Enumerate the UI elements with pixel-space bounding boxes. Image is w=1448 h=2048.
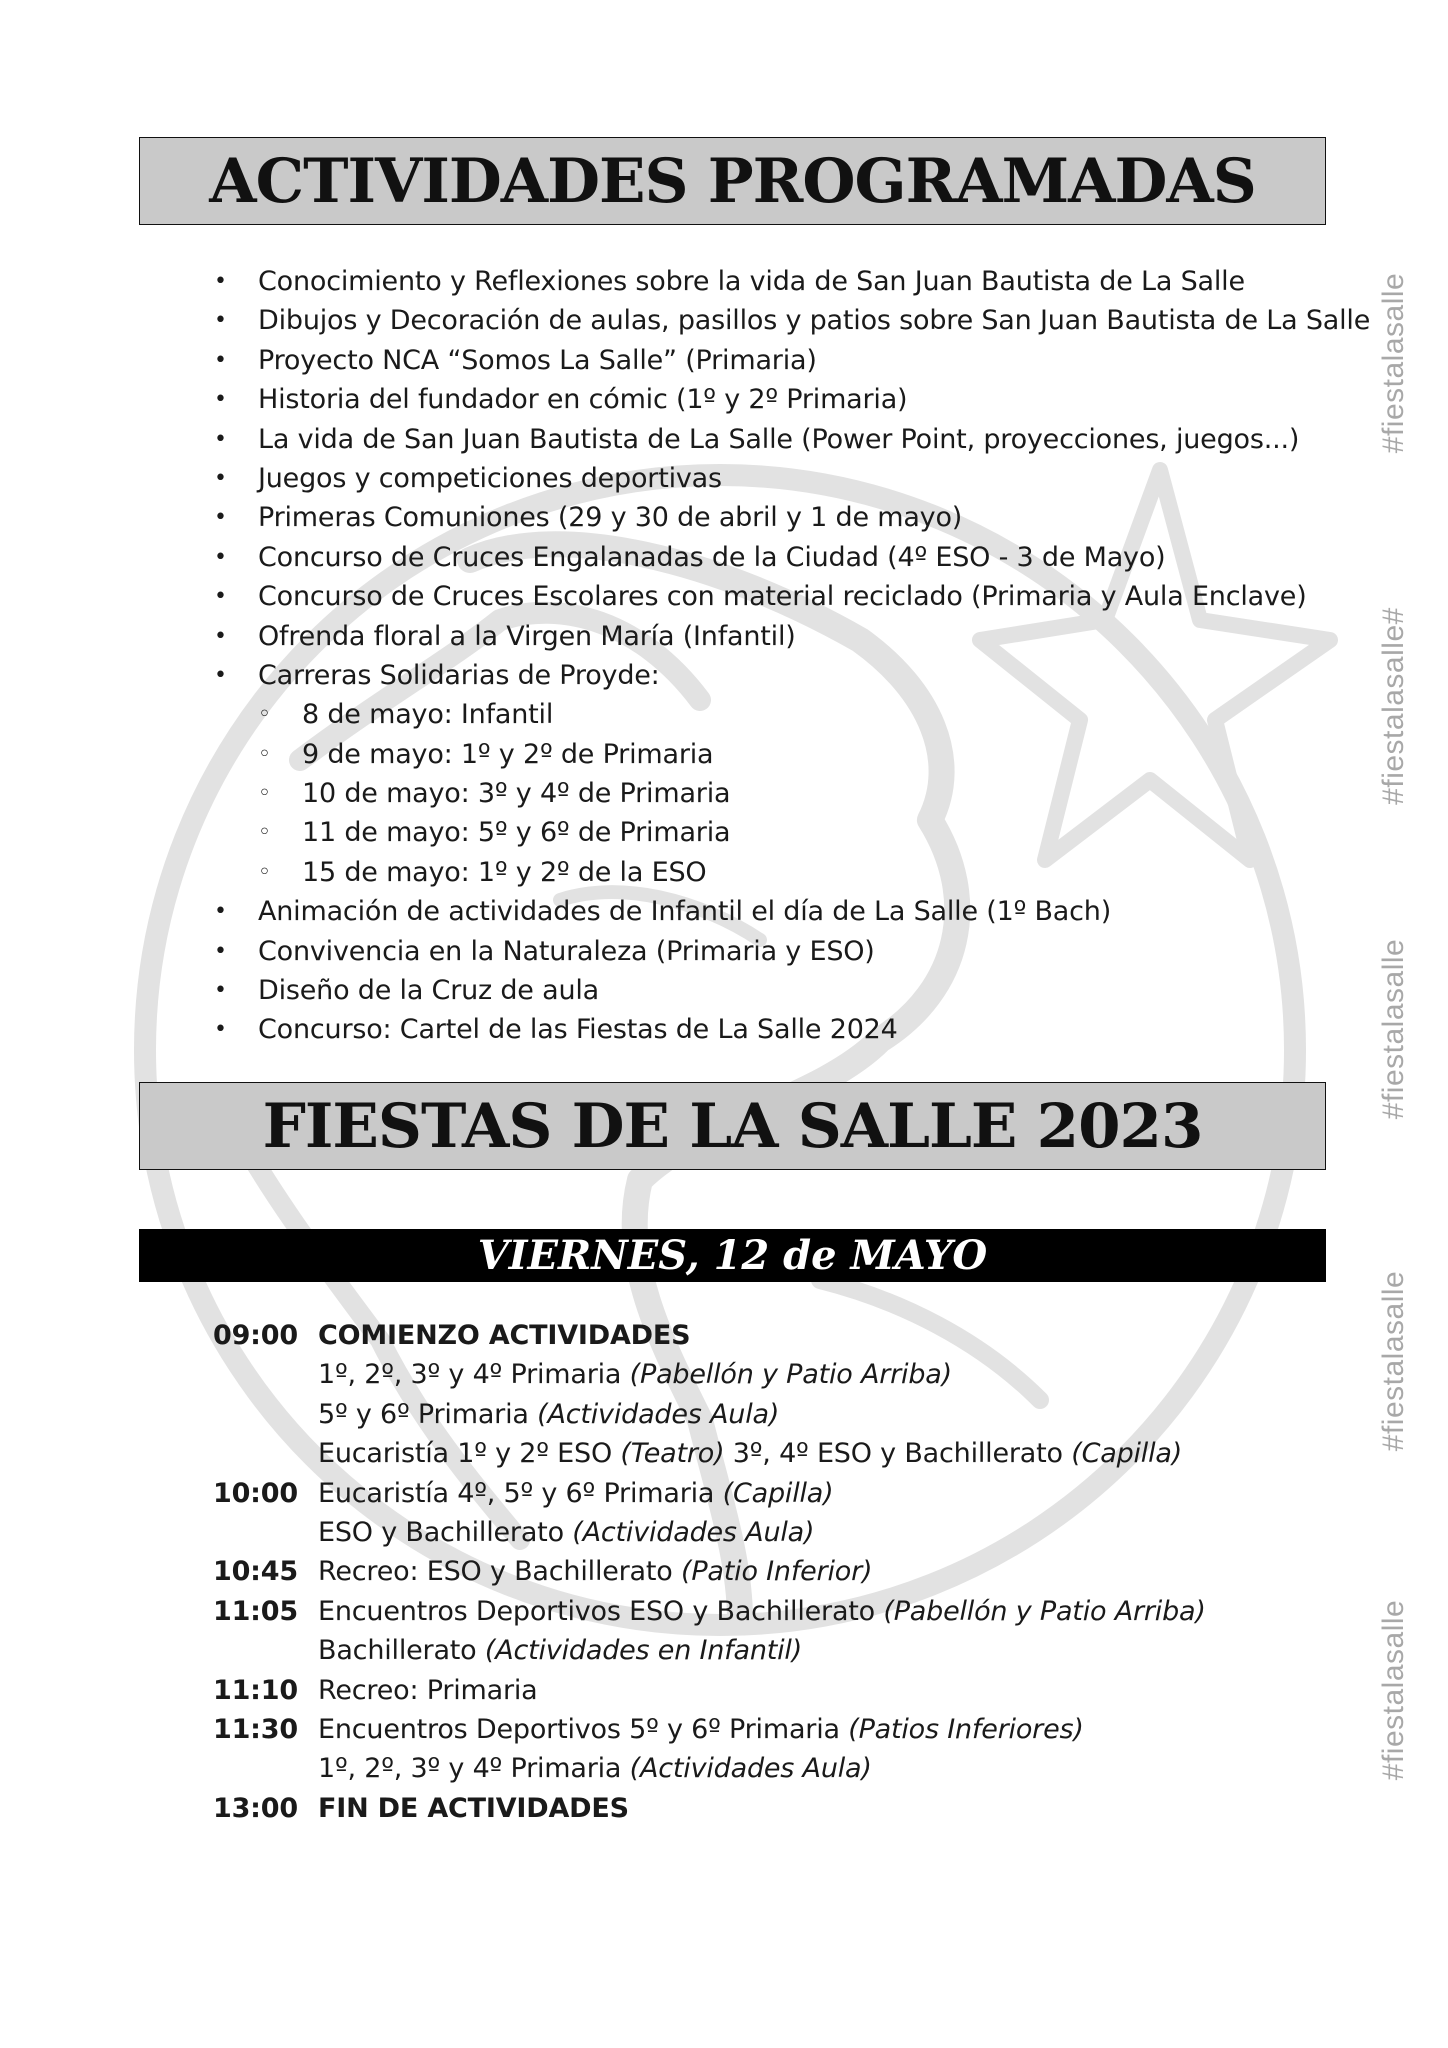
schedule-description — [318, 1355, 952, 1394]
side-hashtag: #fiestalasalle — [1377, 1270, 1410, 1452]
schedule-text: 1º, 2º, 3º y 4º Primaria — [318, 1359, 630, 1391]
schedule-text: Eucaristía 1º y 2º ESO — [318, 1438, 621, 1470]
schedule-location: (Capilla) — [1071, 1438, 1183, 1470]
schedule-time: 09:00 — [213, 1320, 298, 1351]
schedule-location: (Actividades Aula) — [572, 1516, 815, 1548]
schedule-row — [213, 1395, 1206, 1434]
schedule-description — [318, 1552, 872, 1591]
side-hashtag: #fiestalasalle# — [1377, 607, 1410, 805]
schedule-time: 10:45 — [213, 1556, 298, 1588]
schedule-description — [318, 1316, 690, 1355]
list-item: • Concurso de Cruces Engalanadas de la Ciudad (4º ESO - 3 de Mayo) — [0, 538, 1370, 577]
schedule-time: 11:30 — [213, 1713, 298, 1745]
schedule-text: Recreo: Primaria — [318, 1674, 538, 1706]
schedule-row — [213, 1789, 1206, 1828]
section-title-box — [139, 1082, 1326, 1170]
schedule-text: Encuentros Deportivos 5º y 6º Primaria — [318, 1713, 849, 1745]
schedule-description — [318, 1789, 629, 1828]
activities-list — [0, 262, 1370, 1050]
day-header-bar — [139, 1229, 1326, 1282]
schedule-row — [213, 1355, 1206, 1394]
schedule-text: Bachillerato — [318, 1635, 485, 1667]
schedule-location: (Capilla) — [722, 1477, 834, 1509]
section-title: ACTIVIDADES PROGRAMADAS — [209, 145, 1256, 217]
schedule-location: (Teatro) — [620, 1438, 725, 1470]
schedule-row — [213, 1513, 1206, 1552]
list-item: • Ofrenda floral a la Virgen María (Infantil) — [0, 617, 1370, 656]
schedule-location: (Patios Inferiores) — [848, 1713, 1084, 1745]
side-hashtag: #fiestalasalle — [1377, 938, 1410, 1120]
list-item: • Juegos y competiciones deportivas — [0, 459, 1370, 498]
list-item: • Dibujos y Decoración de aulas, pasillos y patios sobre San Juan Bautista de La Salle — [0, 301, 1370, 340]
schedule-description — [318, 1671, 538, 1710]
schedule-time: 11:05 — [213, 1595, 298, 1627]
list-item: • La vida de San Juan Bautista de La Salle (Power Point, proyecciones, juegos...) — [0, 420, 1370, 459]
schedule-row — [213, 1474, 1206, 1513]
schedule-text: 3º, 4º ESO y Bachillerato — [724, 1438, 1072, 1470]
schedule-time — [213, 1631, 318, 1670]
schedule-description — [318, 1395, 779, 1434]
schedule-description — [318, 1749, 872, 1788]
schedule-description — [318, 1513, 814, 1552]
sub-list-item: ◦ 15 de mayo: 1º y 2º de la ESO — [0, 853, 1370, 892]
schedule-time — [213, 1749, 318, 1788]
schedule-time: 13:00 — [213, 1792, 298, 1824]
sub-list-item: ◦ 9 de mayo: 1º y 2º de Primaria — [0, 735, 1370, 774]
day-header: VIERNES, 12 de MAYO — [477, 1232, 988, 1279]
schedule-time — [213, 1395, 318, 1434]
schedule-location: (Pabellón y Patio Arriba) — [629, 1359, 952, 1391]
schedule-location: (Patio Inferior) — [681, 1556, 873, 1588]
list-item: • Animación de actividades de Infantil el día de La Salle (1º Bach) — [0, 892, 1370, 931]
schedule-text: Encuentros Deportivos ESO y Bachillerato — [318, 1595, 884, 1627]
schedule-row — [213, 1434, 1206, 1473]
section-title-box — [139, 137, 1326, 225]
schedule-text: Recreo: ESO y Bachillerato — [318, 1556, 681, 1588]
schedule-text: Eucaristía 4º, 5º y 6º Primaria — [318, 1477, 723, 1509]
schedule-row — [213, 1592, 1206, 1631]
schedule-text: 1º, 2º, 3º y 4º Primaria — [318, 1753, 630, 1785]
schedule-description — [318, 1474, 833, 1513]
schedule-row — [213, 1552, 1206, 1591]
sub-list-item: ◦ 8 de mayo: Infantil — [0, 695, 1370, 734]
side-hashtag: #fiestalasalle — [1377, 1599, 1410, 1781]
schedule-description — [318, 1592, 1206, 1631]
schedule-text: COMIENZO ACTIVIDADES — [318, 1320, 691, 1351]
schedule-time — [213, 1355, 318, 1394]
schedule-location: (Actividades en Infantil) — [484, 1635, 803, 1667]
schedule-text: FIN DE ACTIVIDADES — [318, 1792, 629, 1824]
schedule-location: (Pabellón y Patio Arriba) — [883, 1595, 1206, 1627]
schedule-row — [213, 1631, 1206, 1670]
schedule-time — [213, 1513, 318, 1552]
schedule-time — [213, 1434, 318, 1473]
list-item: • Historia del fundador en cómic (1º y 2º Primaria) — [0, 380, 1370, 419]
schedule-text: 5º y 6º Primaria — [318, 1398, 538, 1430]
schedule-row — [213, 1316, 1206, 1355]
list-item: • Diseño de la Cruz de aula — [0, 971, 1370, 1010]
list-item: • Concurso: Cartel de las Fiestas de La Salle 2024 — [0, 1010, 1370, 1049]
schedule-location: (Actividades Aula) — [537, 1398, 780, 1430]
schedule-time: 11:10 — [213, 1674, 298, 1706]
sub-list-item: ◦ 10 de mayo: 3º y 4º de Primaria — [0, 774, 1370, 813]
side-hashtag: #fiestalasalle — [1377, 272, 1410, 454]
schedule-row — [213, 1710, 1206, 1749]
list-item: • Proyecto NCA “Somos La Salle” (Primaria) — [0, 341, 1370, 380]
list-item: • Convivencia en la Naturaleza (Primaria y ESO) — [0, 932, 1370, 971]
list-item: • Conocimiento y Reflexiones sobre la vida de San Juan Bautista de La Salle — [0, 262, 1370, 301]
schedule-description — [318, 1631, 802, 1670]
schedule-location: (Actividades Aula) — [629, 1753, 872, 1785]
list-item: • Primeras Comuniones (29 y 30 de abril y 1 de mayo) — [0, 498, 1370, 537]
list-item: • Concurso de Cruces Escolares con material reciclado (Primaria y Aula Enclave) — [0, 577, 1370, 616]
list-item: • Carreras Solidarias de Proyde: — [0, 656, 1370, 695]
schedule-row — [213, 1671, 1206, 1710]
schedule-description — [318, 1710, 1084, 1749]
schedule-time: 10:00 — [213, 1477, 298, 1509]
schedule-row — [213, 1749, 1206, 1788]
sub-list-item: ◦ 11 de mayo: 5º y 6º de Primaria — [0, 813, 1370, 852]
schedule-text: ESO y Bachillerato — [318, 1516, 573, 1548]
schedule — [213, 1316, 1206, 1828]
section-title: FIESTAS DE LA SALLE 2023 — [262, 1090, 1203, 1162]
schedule-description — [318, 1434, 1182, 1473]
